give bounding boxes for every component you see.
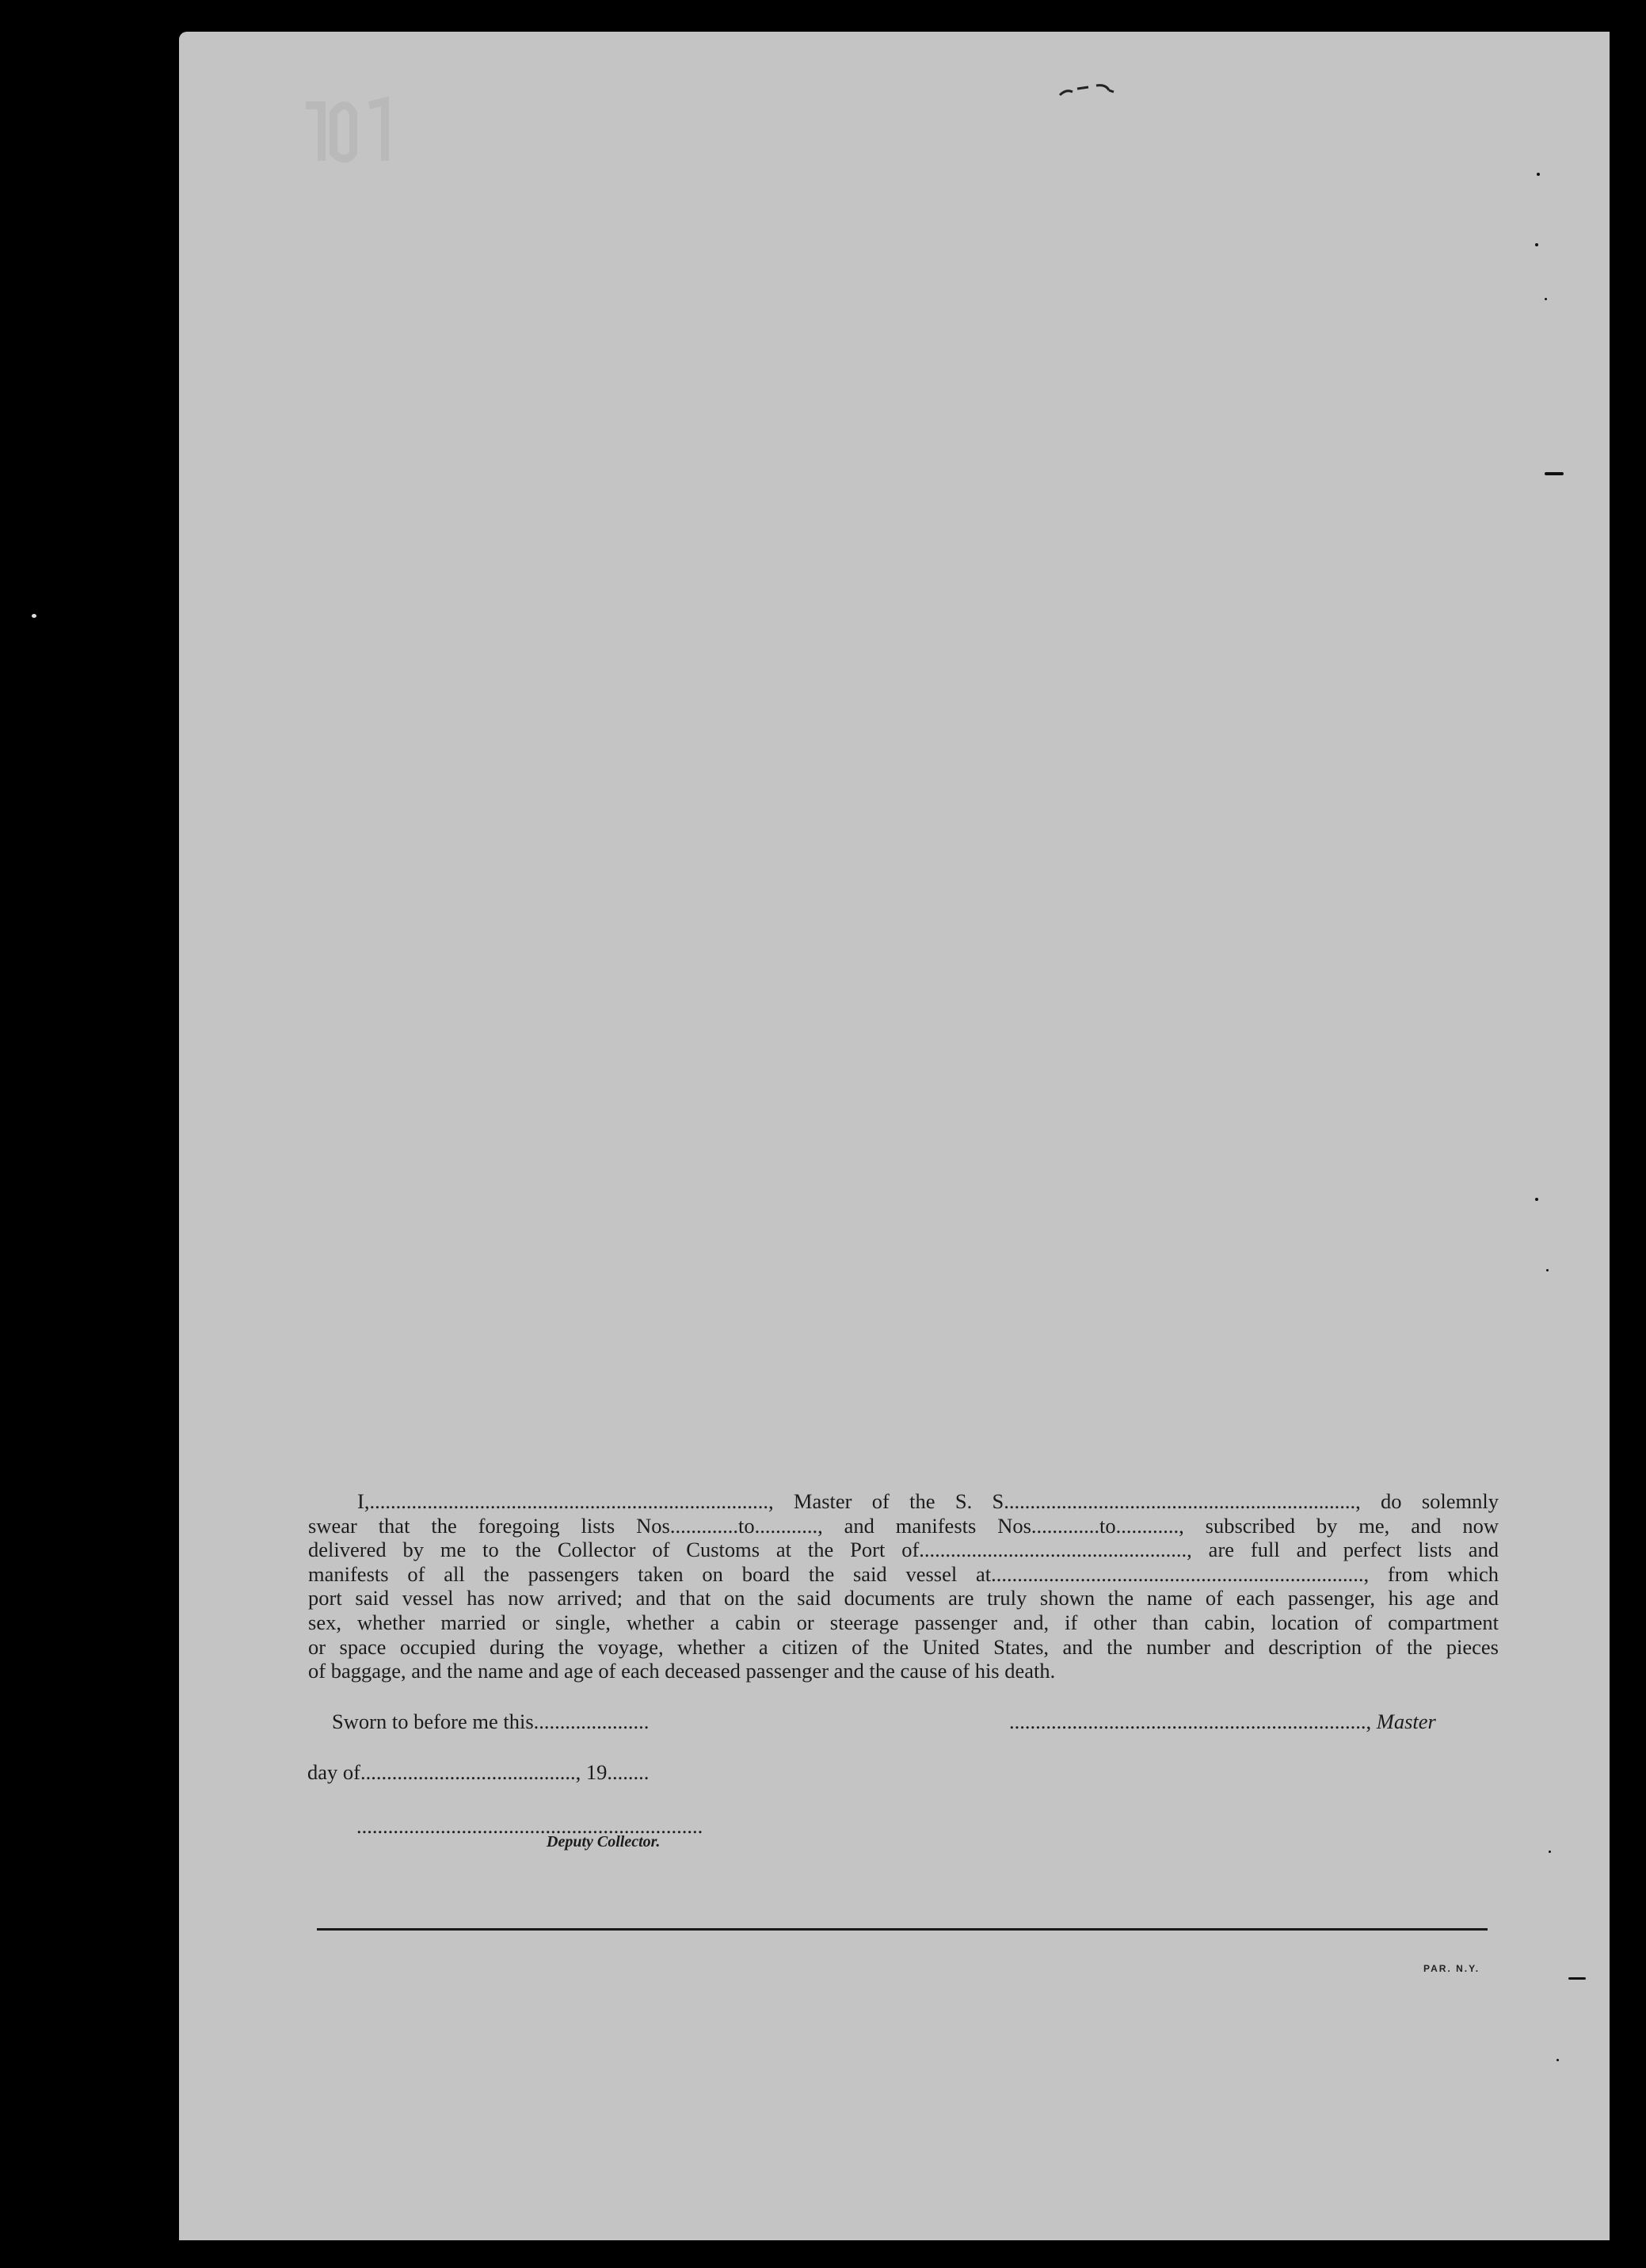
speck [1546, 1269, 1549, 1271]
oath-line: sex, whether married or single, whether a cabin or steerage passenger and, if other than cabin, location of compartment [308, 1610, 1499, 1634]
oath-line: manifests of all the passengers taken on board the said vessel at......................................................................., from which [308, 1561, 1499, 1586]
speck [1549, 1851, 1551, 1853]
speck [1535, 1198, 1538, 1201]
bleed-through-mark [298, 87, 409, 189]
speck [1537, 173, 1540, 176]
speck [1545, 472, 1564, 475]
oath-paragraph [308, 1489, 1499, 1683]
day-of-line: day of........................................., 19........ [307, 1760, 650, 1784]
oath-line: I,............................................................................, Master of the S. S..................................................................., do solemnly [357, 1489, 1499, 1513]
printer-mark: PAR. N.Y. [1423, 1963, 1480, 1974]
oath-line: port said vessel has now arrived; and that on the said documents are truly shown the name of each passenger, his age and [308, 1586, 1499, 1610]
speck [32, 614, 36, 618]
speck [1568, 1977, 1586, 1980]
master-label: Master [1376, 1710, 1436, 1733]
oath-line: swear that the foregoing lists Nos.............to............, and manifests Nos.............to............, subscribed by me, and now [308, 1513, 1499, 1538]
speck [1556, 2059, 1559, 2061]
speck [1535, 243, 1538, 246]
footer-rule [317, 1928, 1488, 1931]
master-signature-dots: ...................................................................., [1009, 1710, 1377, 1733]
deputy-collector-label: Deputy Collector. [547, 1833, 661, 1851]
bleed-through-glyph [298, 90, 409, 169]
master-signature-line [1009, 1710, 1436, 1734]
deputy-signature-dots: .................................................................. [356, 1814, 703, 1838]
oath-line: or space occupied during the voyage, whether a citizen of the United States, and the number and description of the pieces [308, 1634, 1499, 1659]
ink-mark [1057, 81, 1152, 105]
sworn-before-line: Sworn to before me this...................... [332, 1710, 650, 1733]
oath-line: delivered by me to the Collector of Customs at the Port of..................................................., are full and perfect lists and [308, 1538, 1499, 1562]
speck [1545, 298, 1547, 300]
oath-line: of baggage, and the name and age of each deceased passenger and the cause of his death. [308, 1659, 1056, 1683]
manifest-sheet [179, 32, 1610, 2240]
